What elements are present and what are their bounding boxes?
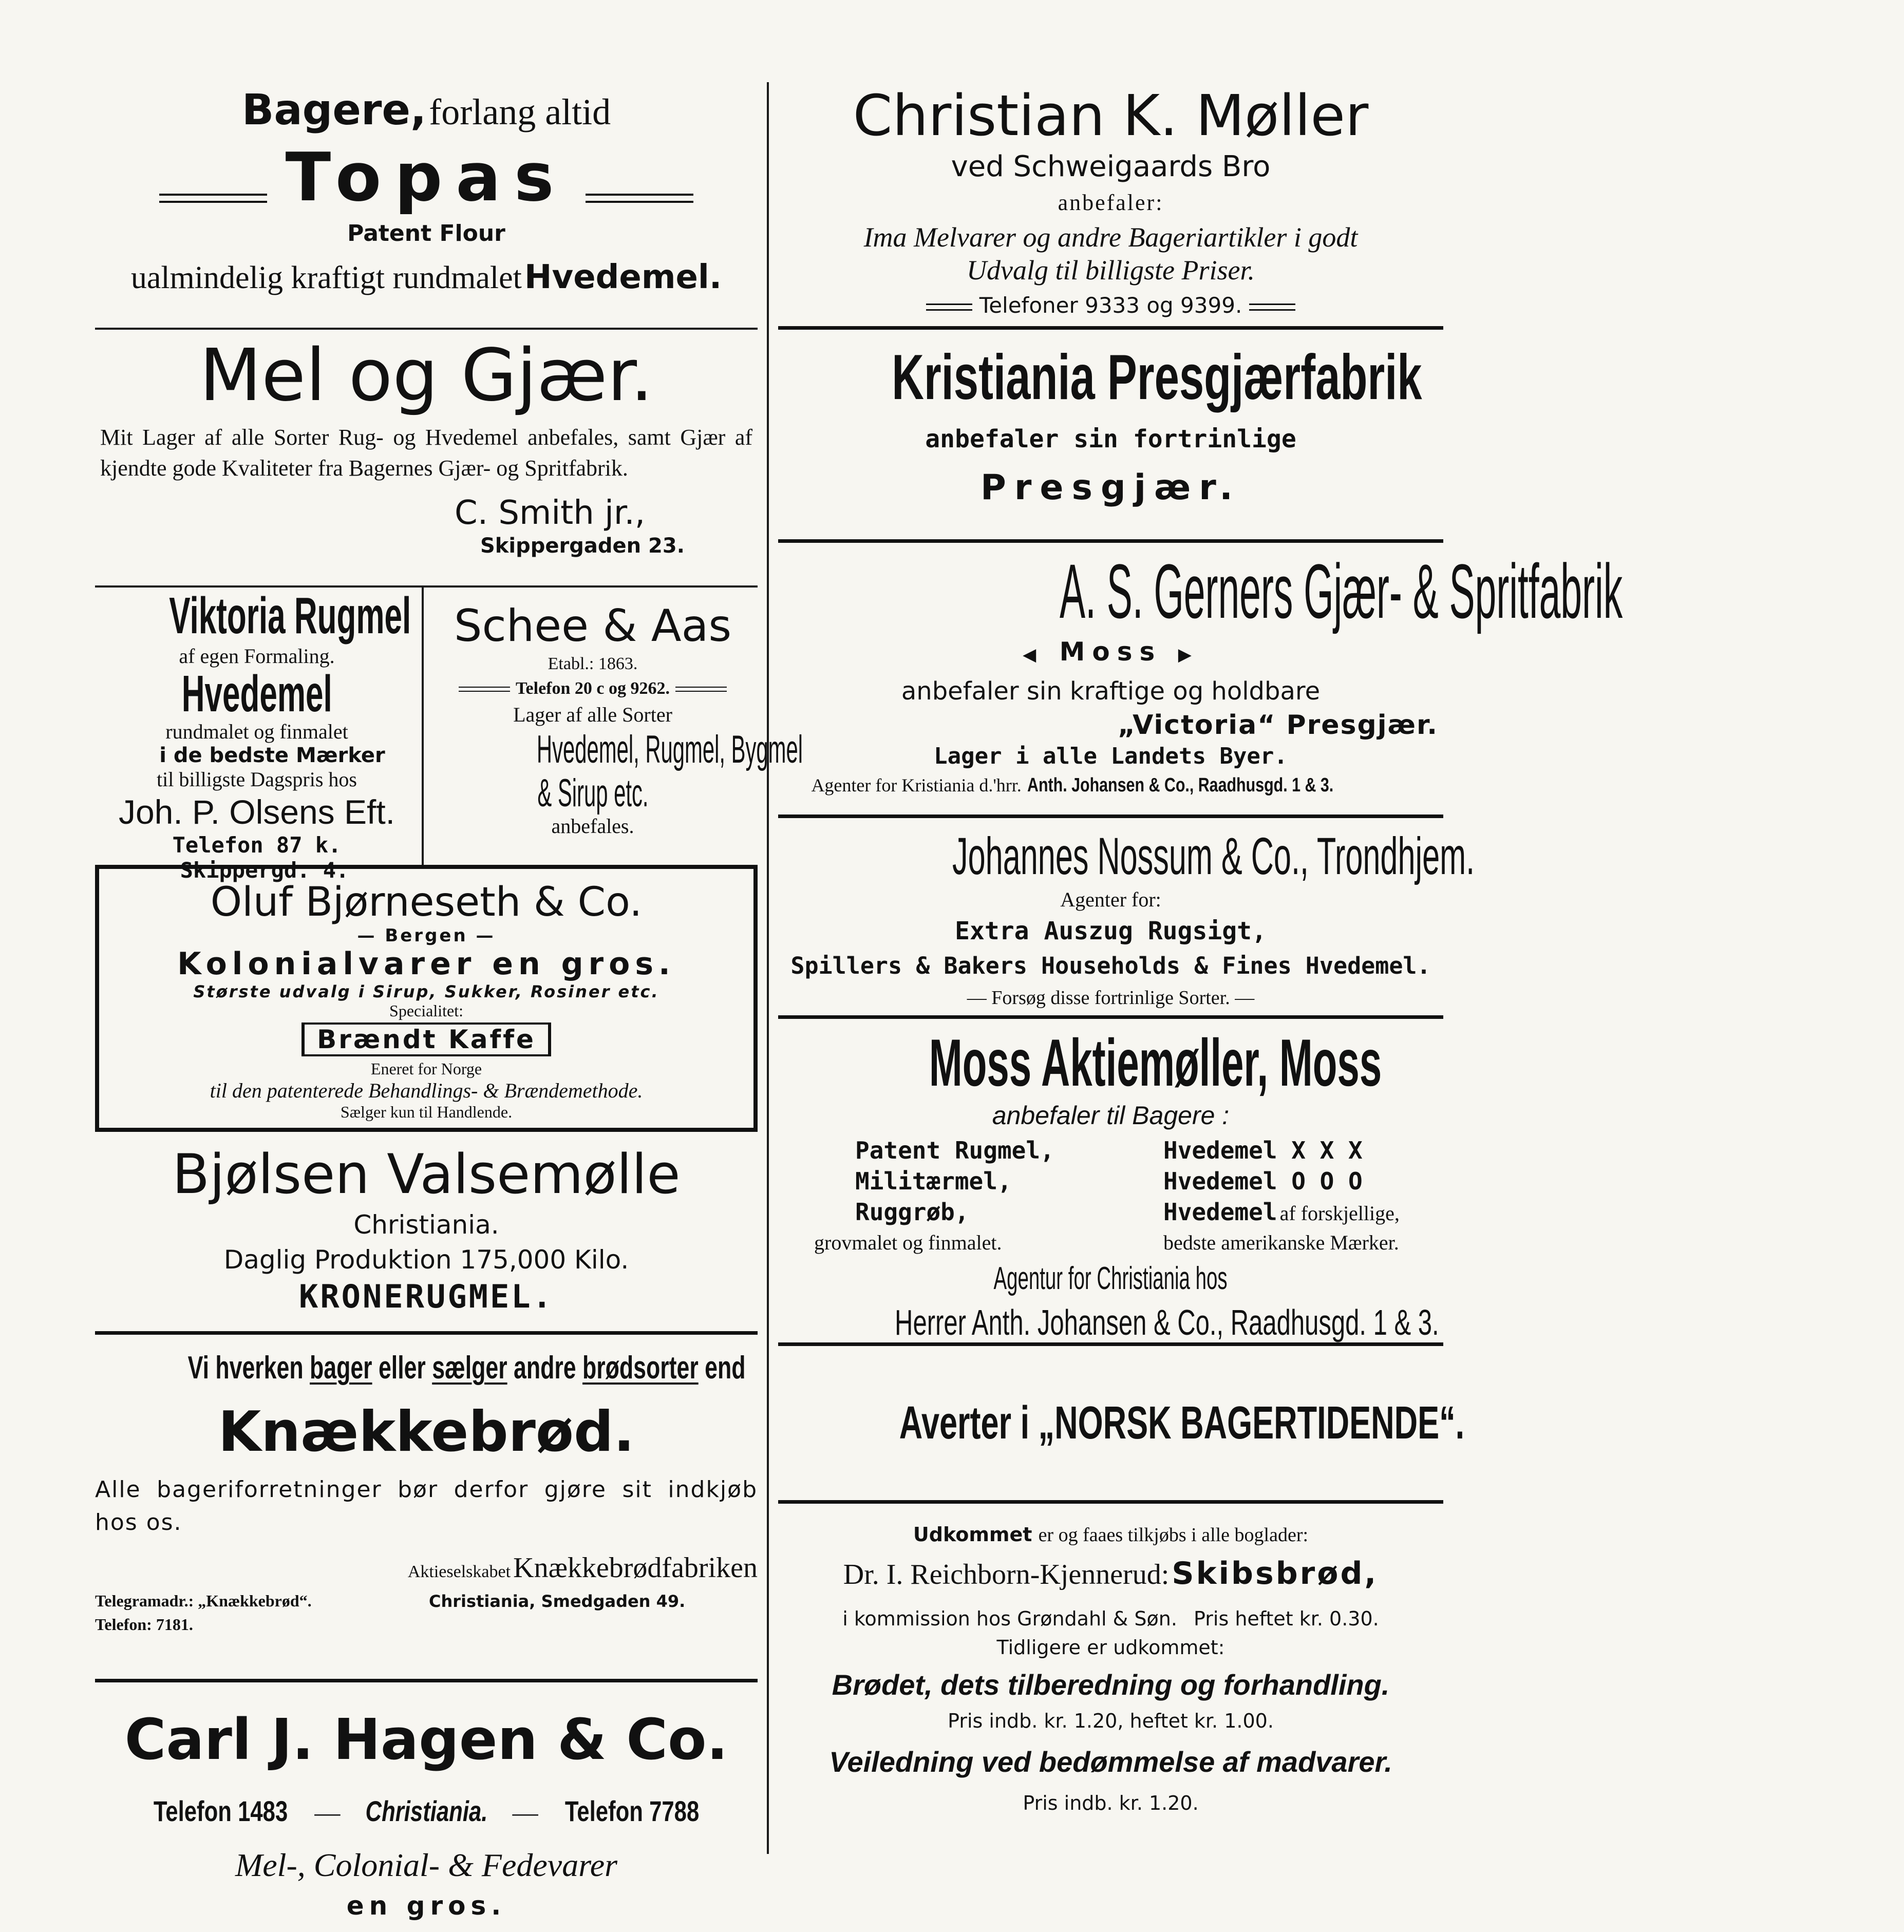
knaek-l1f: brødsorter <box>582 1350 699 1386</box>
topas-brand: Topas <box>285 138 568 216</box>
oluf-trade: Kolonialvarer en gros. <box>177 946 675 982</box>
moller-l1: Ima Melvarer og andre Bageriartikler i godt <box>863 222 1358 253</box>
books-author: Dr. I. Reichborn-Kjennerud: <box>843 1559 1170 1590</box>
topas-hvedemel: Hvedemel. <box>524 258 722 296</box>
olsen-phone: Telefon 87 k. <box>172 832 342 858</box>
oluf-sells: Sælger kun til Handlende. <box>340 1103 513 1121</box>
averter-ad <box>778 1346 1465 1500</box>
moller-name: Christian K. Møller <box>853 83 1369 148</box>
knaek-l1c: eller <box>378 1350 426 1386</box>
moss-name: Moss Aktiemøller, Moss <box>929 1025 1382 1100</box>
olsen-l2: i de bedste Mærker <box>159 744 385 767</box>
divider-vertical <box>422 588 424 865</box>
hagen-phone1: Telefon 1483 <box>154 1795 288 1827</box>
olsen-sub: af egen Formaling. <box>179 645 335 668</box>
moss-ad <box>778 1019 1443 1342</box>
knaek-company: Knækkebrødfabriken <box>513 1552 758 1584</box>
olsen-ad <box>95 588 419 883</box>
books-title: Skibsbrød, <box>1172 1556 1379 1592</box>
averter-text: Averter i „NORSK BAGERTIDENDE“. <box>899 1397 1465 1449</box>
moss-b3b: af forskjellige, <box>1279 1202 1400 1225</box>
oluf-name: Oluf Bjørneseth & Co. <box>210 879 643 925</box>
schee-name: Schee & Aas <box>454 600 732 652</box>
gerner-name: A. S. Gerners Gjær- & Spritfabrik <box>1060 548 1623 634</box>
schee-estab: Etabl.: 1863. <box>548 654 638 673</box>
hagen-ad <box>95 1682 758 1921</box>
column-divider <box>767 82 769 1854</box>
books-price: Pris heftet kr. 0.30. <box>1194 1607 1379 1630</box>
gerner-l2: „Victoria“ Presgjær. <box>1118 710 1438 741</box>
smith-address: Skippergaden 23. <box>480 534 685 558</box>
divider <box>95 1679 758 1682</box>
nossum-l1: Extra Auszug Rugsigt, <box>955 917 1267 945</box>
ornament-line <box>586 194 693 203</box>
topas-bagere: Bagere, <box>241 86 427 135</box>
topas-patent: Patent Flour <box>347 220 505 247</box>
knaek-phone: Telefon: 7181. <box>95 1615 193 1634</box>
oluf-city: — Bergen — <box>357 925 496 946</box>
topas-line3: ualmindelig kraftigt rundmalet <box>130 260 522 295</box>
knaek-l1a: Vi hverken <box>187 1350 304 1386</box>
divider <box>778 1015 1443 1019</box>
bjolsen-ad <box>95 1132 758 1331</box>
topas-ad <box>95 82 758 318</box>
moss-rec: anbefaler til Bagere : <box>992 1101 1230 1130</box>
divider <box>778 539 1443 543</box>
nossum-l2: Spillers & Bakers Households & Fines Hvedemel. <box>790 952 1431 979</box>
coffee-box <box>301 1022 551 1056</box>
knaek-body: Alle bageriforretninger bør derfor gjøre sit indkjøb hos os. <box>95 1476 758 1536</box>
books-t2: Brødet, dets tilberedning og forhandling. <box>832 1669 1390 1701</box>
nossum-name: Johannes Nossum & Co., Trondhjem. <box>952 827 1475 885</box>
nossum-ad <box>778 818 1475 1015</box>
knaek-telegram: Telegramadr.: „Knækkebrød“. <box>95 1592 312 1610</box>
divider <box>778 326 1443 330</box>
moller-l2: Udvalg til billigste Priser. <box>967 255 1255 286</box>
moss-a1: Patent Rugmel, <box>855 1137 1054 1164</box>
divider <box>778 815 1443 818</box>
hagen-dash1: — <box>314 1798 341 1827</box>
gerner-city: Moss <box>1059 637 1162 667</box>
books-ad <box>778 1504 1443 1816</box>
moller-rec: anbefaler: <box>1058 190 1164 215</box>
right-column <box>778 82 1623 1816</box>
knaek-addr: Christiania, Smedgaden 49. <box>429 1592 686 1611</box>
hagen-phone2: Telefon 7788 <box>564 1795 699 1827</box>
oluf-spec: Specialitet: <box>389 1001 463 1020</box>
oluf-excl: Eneret for Norge <box>370 1059 482 1078</box>
schee-l2: Hvedemel, Rugmel, Bygmel <box>536 728 803 771</box>
gerner-l4a: Agenter for Kristiania d.'hrr. <box>811 775 1022 795</box>
smith-ad <box>95 330 758 581</box>
schee-l1: Lager af alle Sorter <box>513 703 672 726</box>
olsen-title2: Hvedemel <box>181 665 332 723</box>
small-ads-row <box>95 587 803 883</box>
schee-phone: Telefon 20 c og 9262. <box>515 679 670 698</box>
books-prev: Tidligere er udkommet: <box>996 1636 1225 1659</box>
moss-b3a: Hvedemel <box>1163 1198 1277 1226</box>
books-intro: er og faaes tilkjøbs i alle boglader: <box>1038 1524 1309 1546</box>
bjolsen-product: KRONERUGMEL. <box>299 1278 554 1315</box>
moller-ad <box>778 82 1443 326</box>
books-t3: Veiledning ved bedømmelse af madvarer. <box>829 1746 1392 1778</box>
bjolsen-name: Bjølsen Valsemølle <box>172 1143 681 1206</box>
presgjaer-ad <box>778 330 1443 539</box>
knaek-title: Knækkebrød. <box>218 1400 635 1464</box>
knaek-company-pre: Aktieselskabet <box>407 1562 511 1581</box>
moss-a4: grovmalet og finmalet. <box>814 1231 1002 1254</box>
moss-b2: Hvedemel O O O <box>1163 1167 1363 1195</box>
topas-forlang: forlang altid <box>429 91 611 132</box>
bjolsen-prod: Daglig Produktion 175,000 Kilo. <box>223 1245 629 1275</box>
knaek-l1b: bager <box>309 1350 372 1386</box>
schee-l4: anbefales. <box>551 815 634 838</box>
gerner-l4b: Anth. Johansen & Co., Raadhusgd. 1 & 3. <box>1027 774 1334 796</box>
moss-b4: bedste amerikanske Mærker. <box>1163 1231 1399 1254</box>
books-p3: Pris indb. kr. 1.20. <box>1023 1792 1199 1814</box>
hagen-city: Christiania. <box>365 1795 487 1827</box>
moss-a2: Militærmel, <box>855 1167 1012 1195</box>
knaek-l1d: sælger <box>432 1350 507 1386</box>
olsen-addr: Skippergd. 4. <box>180 858 349 883</box>
smith-body: Mit Lager af alle Sorter Rug- og Hvedemel anbefales, samt Gjær af kjendte gode Kvaliteter fra Bagernes Gjær- og Spritfabrik. <box>100 425 752 481</box>
moss-a3: Ruggrøb, <box>855 1198 969 1226</box>
left-column <box>95 82 803 1921</box>
oluf-coffee: Brændt Kaffe <box>317 1025 536 1054</box>
divider <box>778 1500 1443 1504</box>
moss-agent2: Herrer Anth. Johansen & Co., Raadhusgd. 1 & 3. <box>895 1302 1439 1342</box>
knaek-ad <box>95 1335 758 1679</box>
books-intro-b: Udkommet <box>913 1523 1032 1546</box>
oluf-patent: til den patenterede Behandlings- & Brændemethode. <box>210 1079 643 1102</box>
nossum-l3: — Forsøg disse fortrinlige Sorter. — <box>967 987 1255 1009</box>
olsen-name: Joh. P. Olsens Eft. <box>118 793 395 831</box>
presgjaer-rec: anbefaler sin fortrinlige <box>925 425 1296 453</box>
books-p2: Pris indb. kr. 1.20, heftet kr. 1.00. <box>948 1710 1274 1732</box>
moss-agent: Agentur for Christiania hos <box>993 1261 1228 1296</box>
divider <box>95 1331 758 1335</box>
moller-phone: Telefoner 9333 og 9399. <box>979 293 1242 318</box>
hagen-dash2: — <box>512 1798 538 1827</box>
presgjaer-name: Kristiania Presgjærfabrik <box>892 342 1422 413</box>
nossum-agent: Agenter for: <box>1060 888 1161 911</box>
olsen-title: Viktoria Rugmel <box>169 587 411 645</box>
smith-name: C. Smith jr., <box>455 494 646 532</box>
oluf-ad <box>95 865 758 1132</box>
hagen-gros: en gros. <box>346 1891 506 1921</box>
moller-loc: ved Schweigaards Bro <box>951 150 1271 183</box>
ornament-line <box>159 194 267 203</box>
gerner-l3: Lager i alle Landets Byer. <box>934 743 1288 769</box>
smith-headline: Mel og Gjær. <box>199 334 653 418</box>
knaek-line1 <box>187 1350 746 1386</box>
presgjaer-product: Presgjær. <box>981 467 1241 508</box>
schee-ad <box>428 598 803 838</box>
knaek-l1g: end <box>705 1350 746 1386</box>
hagen-name: Carl J. Hagen & Co. <box>124 1707 728 1772</box>
gerner-l1: anbefaler sin kraftige og holdbare <box>901 677 1321 706</box>
moss-b1: Hvedemel X X X <box>1163 1137 1363 1164</box>
olsen-l3: til billigste Dagspris hos <box>157 768 357 791</box>
gerner-ad: A. S. Gerners Gjær- & Spritfabrik ◀ Moss ▶ anbefaler sin kraftige og holdbare „Victoria“ Presgjær. Lager i alle Landets Byer. Agenter for Kristiania d.'hrr. Anth. Johansen & Co., Raadhusgd. 1 & 3. <box>778 543 1443 815</box>
books-comm: i kommission hos Grøndahl & Søn. <box>842 1607 1177 1630</box>
olsen-l1: rundmalet og finmalet <box>165 720 348 743</box>
knaek-l1e: andre <box>514 1350 576 1386</box>
schee-l3: & Sirup etc. <box>537 771 649 815</box>
hagen-trade: Mel-, Colonial- & Fedevarer <box>235 1847 618 1883</box>
oluf-goods: Største udvalg i Sirup, Sukker, Rosiner etc. <box>193 982 659 1001</box>
bjolsen-city: Christiania. <box>353 1210 499 1240</box>
